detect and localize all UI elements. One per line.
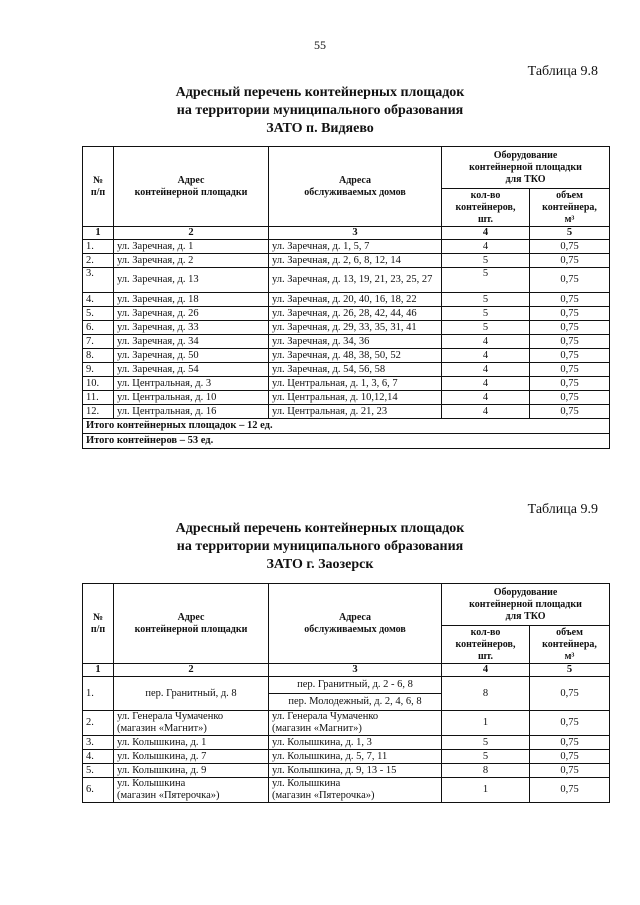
cell-volume: 0,75 [530, 778, 610, 803]
header-houses: Адреса обслуживаемых домов [269, 584, 442, 664]
cell-count: 4 [442, 335, 530, 349]
cell-num: 7. [83, 335, 114, 349]
table-row [83, 335, 610, 349]
cell-count: 8 [442, 764, 530, 778]
cell-volume: 0,75 [530, 293, 610, 307]
table-row [83, 711, 610, 736]
header-equipment: Оборудование контейнерной площадки для ТКО [442, 584, 610, 626]
title-line: Адресный перечень контейнерных площадок [175, 85, 465, 100]
cell-houses: ул. Заречная, д. 29, 33, 35, 31, 41 [269, 321, 442, 335]
title-line: Адресный перечень контейнерных площадок [175, 521, 465, 536]
cell-houses: ул. Колышкина (магазин «Пятерочка») [269, 778, 442, 803]
cell-site: ул. Заречная, д. 2 [114, 254, 269, 268]
table-row [83, 677, 610, 694]
table-row [83, 405, 610, 419]
title-line: на территории муниципального образования [176, 103, 464, 118]
header-count: кол-во контейнеров, шт. [442, 626, 530, 664]
cell-volume: 0,75 [530, 677, 610, 711]
header-equipment: Оборудование контейнерной площадки для ТКО [442, 147, 610, 189]
cell-count: 5 [442, 254, 530, 268]
cell-houses: ул. Колышкина, д. 5, 7, 11 [269, 750, 442, 764]
cell-num: 6. [83, 778, 114, 803]
header-site: Адрес контейнерной площадки [114, 584, 269, 664]
cell-site: пер. Гранитный, д. 8 [114, 677, 269, 711]
table-row [83, 736, 610, 750]
cell-num: 12. [83, 405, 114, 419]
cell-site: ул. Заречная, д. 50 [114, 349, 269, 363]
cell-site: ул. Колышкина, д. 7 [114, 750, 269, 764]
index-cell: 3 [269, 227, 442, 240]
cell-site: ул. Заречная, д. 34 [114, 335, 269, 349]
header-volume: объем контейнера, м³ [530, 189, 610, 227]
cell-count: 1 [442, 778, 530, 803]
cell-volume: 0,75 [530, 335, 610, 349]
cell-site: ул. Колышкина, д. 9 [114, 764, 269, 778]
table-row [83, 750, 610, 764]
cell-count: 5 [442, 736, 530, 750]
cell-volume: 0,75 [530, 307, 610, 321]
cell-count: 4 [442, 377, 530, 391]
cell-site: ул. Центральная, д. 10 [114, 391, 269, 405]
cell-houses: ул. Заречная, д. 54, 56, 58 [269, 363, 442, 377]
cell-volume: 0,75 [530, 736, 610, 750]
index-row [83, 227, 610, 240]
cell-count: 1 [442, 711, 530, 736]
cell-site: ул. Центральная, д. 16 [114, 405, 269, 419]
cell-houses: пер. Молодежный, д. 2, 4, 6, 8 [269, 694, 442, 711]
header-count: кол-во контейнеров, шт. [442, 189, 530, 227]
cell-volume: 0,75 [530, 764, 610, 778]
cell-count: 4 [442, 240, 530, 254]
cell-site: ул. Заречная, д. 33 [114, 321, 269, 335]
container-sites-table-zaozersk [82, 583, 610, 803]
cell-volume: 0,75 [530, 750, 610, 764]
index-cell: 5 [530, 664, 610, 677]
header-volume: объем контейнера, м³ [530, 626, 610, 664]
cell-num: 3. [83, 736, 114, 750]
cell-num: 1. [83, 240, 114, 254]
cell-houses: ул. Заречная, д. 48, 38, 50, 52 [269, 349, 442, 363]
cell-num: 3. [83, 268, 114, 293]
cell-houses: ул. Заречная, д. 1, 5, 7 [269, 240, 442, 254]
cell-num: 5. [83, 307, 114, 321]
cell-count: 4 [442, 391, 530, 405]
table-title [0, 520, 640, 574]
index-cell: 5 [530, 227, 610, 240]
cell-volume: 0,75 [530, 405, 610, 419]
cell-num: 8. [83, 349, 114, 363]
cell-count: 4 [442, 349, 530, 363]
index-row [83, 664, 610, 677]
table-row [83, 778, 610, 803]
cell-houses: ул. Заречная, д. 20, 40, 16, 18, 22 [269, 293, 442, 307]
cell-houses: ул. Заречная, д. 2, 6, 8, 12, 14 [269, 254, 442, 268]
table-row [83, 764, 610, 778]
table-row [83, 349, 610, 363]
cell-site: ул. Заречная, д. 54 [114, 363, 269, 377]
cell-houses: пер. Гранитный, д. 2 - 6, 8 [269, 677, 442, 694]
container-sites-table-vidyaevo [82, 146, 610, 449]
cell-site: ул. Генерала Чумаченко (магазин «Магнит») [114, 711, 269, 736]
cell-num: 6. [83, 321, 114, 335]
cell-site: ул. Заречная, д. 1 [114, 240, 269, 254]
cell-site: ул. Центральная, д. 3 [114, 377, 269, 391]
index-cell: 4 [442, 664, 530, 677]
table-row [83, 307, 610, 321]
cell-num: 1. [83, 677, 114, 711]
cell-houses: ул. Центральная, д. 21, 23 [269, 405, 442, 419]
cell-houses: ул. Генерала Чумаченко (магазин «Магнит») [269, 711, 442, 736]
cell-count: 5 [442, 268, 530, 293]
cell-volume: 0,75 [530, 377, 610, 391]
cell-site: ул. Заречная, д. 13 [114, 268, 269, 293]
table-row [83, 321, 610, 335]
cell-num: 2. [83, 254, 114, 268]
cell-count: 4 [442, 363, 530, 377]
cell-volume: 0,75 [530, 240, 610, 254]
header-houses: Адреса обслуживаемых домов [269, 147, 442, 227]
table-row [83, 363, 610, 377]
header-site: Адрес контейнерной площадки [114, 147, 269, 227]
cell-count: 8 [442, 677, 530, 711]
total-containers: Итого контейнеров – 53 ед. [83, 434, 610, 449]
header-num: № п/п [83, 147, 114, 227]
cell-volume: 0,75 [530, 268, 610, 293]
index-cell: 1 [83, 227, 114, 240]
cell-volume: 0,75 [530, 711, 610, 736]
cell-count: 5 [442, 750, 530, 764]
table-title [0, 84, 640, 138]
cell-houses: ул. Колышкина, д. 9, 13 - 15 [269, 764, 442, 778]
cell-houses: ул. Центральная, д. 1, 3, 6, 7 [269, 377, 442, 391]
index-cell: 2 [114, 664, 269, 677]
cell-num: 10. [83, 377, 114, 391]
cell-num: 9. [83, 363, 114, 377]
cell-volume: 0,75 [530, 321, 610, 335]
cell-num: 11. [83, 391, 114, 405]
cell-volume: 0,75 [530, 363, 610, 377]
cell-count: 5 [442, 307, 530, 321]
title-line: ЗАТО п. Видяево [266, 121, 374, 136]
index-cell: 2 [114, 227, 269, 240]
table-row [83, 268, 610, 293]
cell-houses: ул. Заречная, д. 34, 36 [269, 335, 442, 349]
table-caption: Таблица 9.9 [527, 502, 598, 517]
cell-houses: ул. Заречная, д. 26, 28, 42, 44, 46 [269, 307, 442, 321]
table-row [83, 240, 610, 254]
index-cell: 4 [442, 227, 530, 240]
cell-num: 4. [83, 750, 114, 764]
index-cell: 3 [269, 664, 442, 677]
cell-count: 5 [442, 321, 530, 335]
table-row [83, 293, 610, 307]
cell-site: ул. Заречная, д. 26 [114, 307, 269, 321]
cell-num: 5. [83, 764, 114, 778]
cell-num: 2. [83, 711, 114, 736]
cell-site: ул. Заречная, д. 18 [114, 293, 269, 307]
table-row [83, 391, 610, 405]
cell-houses: ул. Центральная, д. 10,12,14 [269, 391, 442, 405]
table-caption: Таблица 9.8 [527, 64, 598, 79]
cell-site: ул. Колышкина, д. 1 [114, 736, 269, 750]
cell-houses: ул. Заречная, д. 13, 19, 21, 23, 25, 27 [269, 268, 442, 293]
cell-site: ул. Колышкина (магазин «Пятерочка») [114, 778, 269, 803]
cell-volume: 0,75 [530, 254, 610, 268]
cell-volume: 0,75 [530, 391, 610, 405]
total-sites: Итого контейнерных площадок – 12 ед. [83, 419, 610, 434]
cell-count: 5 [442, 293, 530, 307]
cell-count: 4 [442, 405, 530, 419]
index-cell: 1 [83, 664, 114, 677]
table-body [83, 240, 610, 419]
title-line: ЗАТО г. Заозерск [266, 557, 374, 572]
header-num: № п/п [83, 584, 114, 664]
cell-num: 4. [83, 293, 114, 307]
cell-volume: 0,75 [530, 349, 610, 363]
cell-houses: ул. Колышкина, д. 1, 3 [269, 736, 442, 750]
table-row [83, 254, 610, 268]
title-line: на территории муниципального образования [176, 539, 464, 554]
page-number: 55 [314, 38, 326, 52]
table-row [83, 377, 610, 391]
